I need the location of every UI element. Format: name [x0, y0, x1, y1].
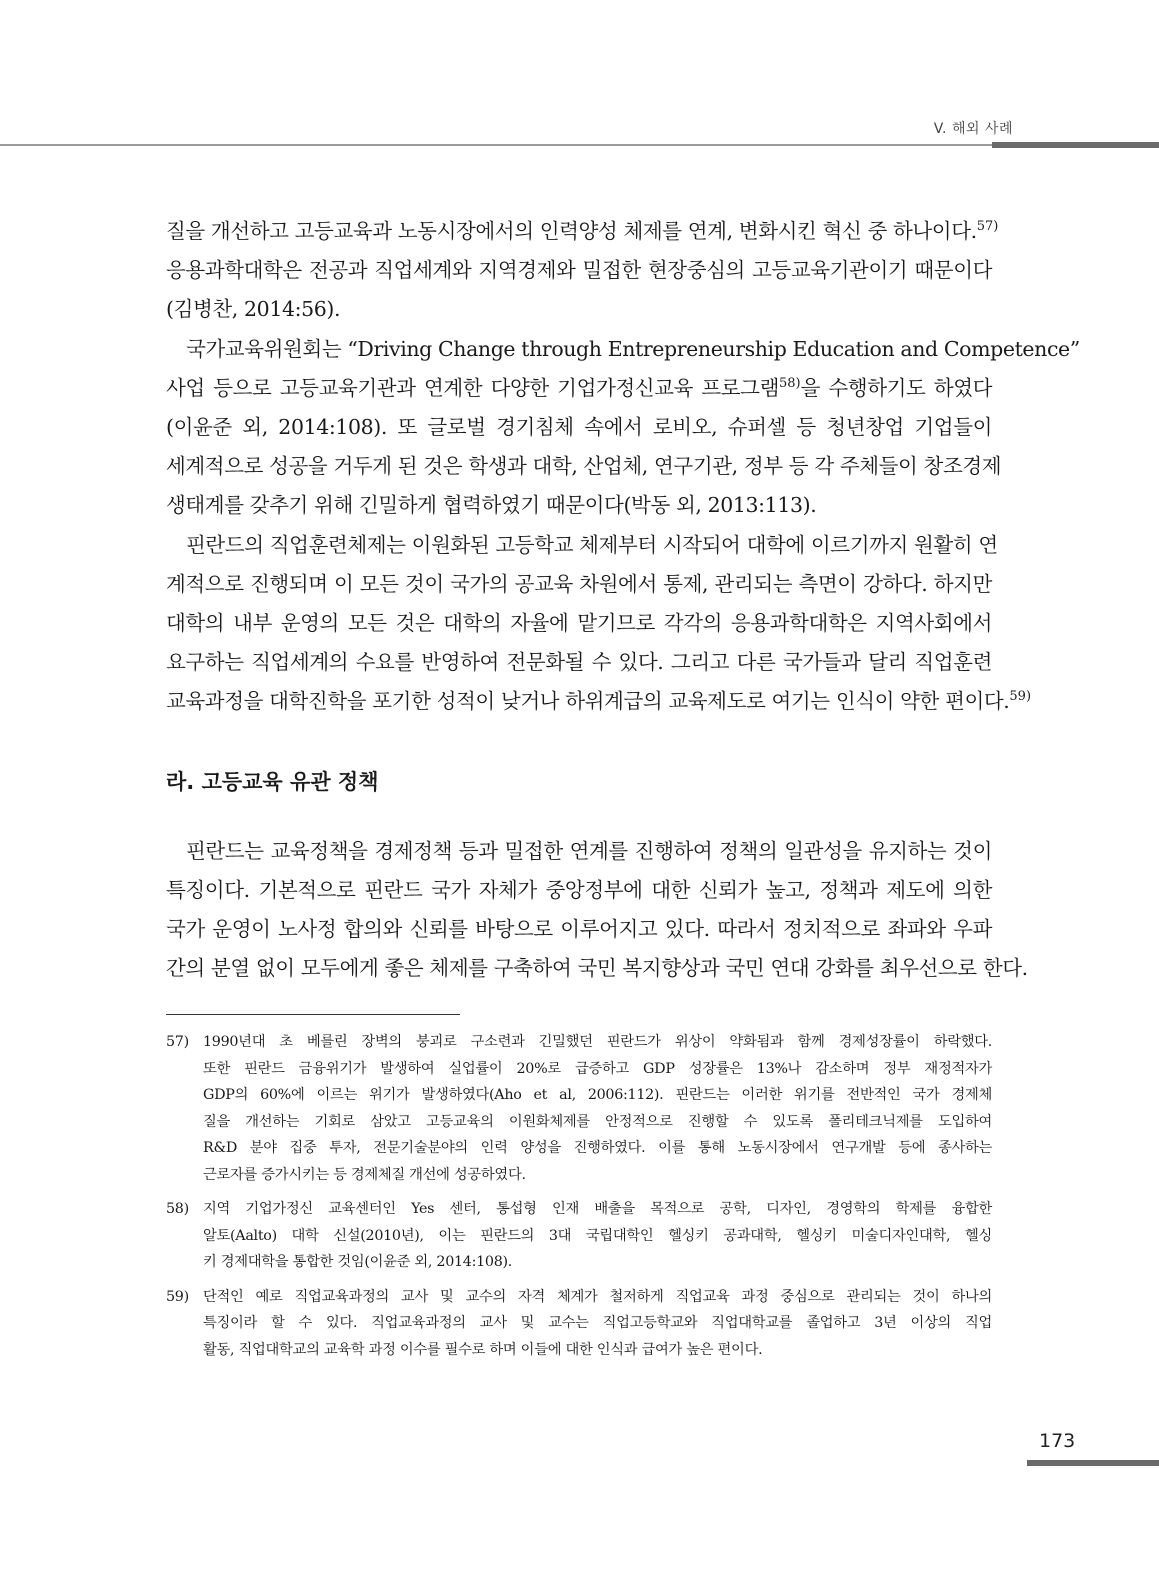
- paragraph-1: [166, 212, 999, 330]
- paragraph-2: [166, 330, 1080, 526]
- body-line: 응용과학대학은 전공과 직업세계와 지역경제와 밀접한 현장중심의 고등교육기관이기 때문이다: [166, 258, 992, 283]
- footnote-number: 58): [166, 1201, 189, 1218]
- page-number: 173: [1039, 1430, 1076, 1452]
- footnote-line: 질을 개선하는 기회로 삼았고 고등교육의 이원화체제를 안정적으로 진행할 수 있도록 폴리테크닉제를 도입하여: [203, 1113, 992, 1130]
- footnote-58: [166, 1196, 992, 1276]
- footnote-separator: [166, 1014, 460, 1015]
- footnote-line: 근로자를 증가시키는 등 경제체질 개선에 성공하였다.: [203, 1166, 526, 1183]
- body-line: 핀란드의 직업훈련체제는 이원화된 고등학교 체제부터 시작되어 대학에 이르기까지 원활히 연: [186, 532, 998, 557]
- paragraph-3: [166, 526, 1032, 722]
- footnote-line: 또한 핀란드 금융위기가 발생하여 실업률이 20%로 급증하고 GDP 성장률은 13%나 감소하며 정부 재정적자가: [203, 1060, 992, 1077]
- footnote-59: [166, 1284, 992, 1364]
- body-line: 계적으로 진행되며 이 모든 것이 국가의 공교육 차원에서 통제, 관리되는 측면이 강하다. 하지만: [166, 571, 992, 596]
- body-line: 요구하는 직업세계의 수요를 반영하여 전문화될 수 있다. 그리고 다른 국가들과 달리 직업훈련: [166, 650, 992, 675]
- body-line: 질을 개선하고 고등교육과 노동시장에서의 인력양성 체제를 연계, 변화시킨 혁신 중 하나이다.$^{57)}$: [166, 219, 999, 243]
- body-line: 국가교육위원회는 “Driving Change through Entrepreneurship Education and Competence”: [186, 336, 1080, 361]
- running-header: V. 해외 사례: [933, 121, 1013, 137]
- section-title: 라. 고등교육 유관 정책: [166, 769, 379, 794]
- footnote-ref-57[interactable]: 57): [976, 219, 999, 234]
- page-content: [166, 212, 1080, 1371]
- body-line: 세계적으로 성공을 거두게 된 것은 학생과 대학, 산업체, 연구기관, 정부 등 각 주체들이 창조경제: [166, 454, 1002, 479]
- body-line: (이윤준 외, 2014:108). 또 글로벌 경기침체 속에서 로비오, 슈퍼셀 등 청년창업 기업들이: [166, 415, 992, 440]
- footnote-line: 1990년대 초 베를린 장벽의 붕괴로 구소련과 긴밀했던 핀란드가 위상이 약화됨과 함께 경제성장률이 하락했다.: [203, 1034, 992, 1051]
- header-rule: [0, 144, 992, 146]
- body-line: (김병찬, 2014:56).: [166, 297, 341, 322]
- body-line: 대학의 내부 운영의 모든 것은 대학의 자율에 맡기므로 각각의 응용과학대학은 지역사회에서: [166, 611, 992, 636]
- footnote-line: GDP의 60%에 이르는 위기가 발생하였다(Aho et al, 2006:112). 핀란드는 이러한 위기를 전반적인 국가 경제체: [203, 1087, 992, 1104]
- header-rule-accent: [992, 142, 1159, 148]
- footnote-line: R&D 분야 집중 투자, 전문기술분야의 인력 양성을 진행하였다. 이를 통해 노동시장에서 연구개발 등에 종사하는: [203, 1140, 992, 1157]
- body-line: 생태계를 갖추기 위해 긴밀하게 협력하였기 때문이다(박동 외, 2013:113).: [166, 493, 817, 518]
- footnote-line: 특징이라 할 수 있다. 직업교육과정의 교사 및 교수는 직업고등학교와 직업대학교를 졸업하고 3년 이상의 직업: [203, 1315, 992, 1332]
- footnote-ref-58[interactable]: 58): [778, 375, 801, 391]
- body-line: 사업 등으로 고등교육기관과 연계한 다양한 기업가정신교육 프로그램$^{58)}$을 수행하기도 하였다: [166, 375, 992, 400]
- paragraph-4: [166, 832, 1028, 989]
- footnote-line: 지역 기업가정신 교육센터인 Yes 센터, 통섭형 인재 배출을 목적으로 공학, 디자인, 경영학의 학제를 융합한: [203, 1201, 992, 1218]
- footnote-line: 알토(Aalto) 대학 신설(2010년), 이는 핀란드의 3대 국립대학인 헬싱키 공과대학, 헬싱키 미술디자인대학, 헬싱: [203, 1227, 992, 1244]
- body-line: 핀란드는 교육정책을 경제정책 등과 밀접한 연계를 진행하여 정책의 일관성을 유지하는 것이: [186, 838, 992, 863]
- footnote-57: [166, 1029, 992, 1188]
- footnote-line: 활동, 직업대학교의 교육학 과정 이수를 필수로 하며 이들에 대한 인식과 급여가 높은 편이다.: [203, 1341, 763, 1358]
- body-line: 국가 운영이 노사정 합의와 신뢰를 바탕으로 이루어지고 있다. 따라서 정치적으로 좌파와 우파: [166, 917, 992, 942]
- footnote-number: 59): [166, 1288, 189, 1305]
- body-line: 특징이다. 기본적으로 핀란드 국가 자체가 중앙정부에 대한 신뢰가 높고, 정책과 제도에 의한: [166, 877, 992, 902]
- footnote-line: 키 경제대학을 통합한 것임(이윤준 외, 2014:108).: [203, 1254, 513, 1271]
- footnote-number: 57): [166, 1034, 189, 1051]
- footnote-ref-59[interactable]: 59): [1009, 689, 1032, 705]
- footnote-line: 단적인 예로 직업교육과정의 교사 및 교수의 자격 체계가 철저하게 직업교육 과정 중심으로 관리되는 것이 하나의: [203, 1288, 992, 1305]
- body-line: 간의 분열 없이 모두에게 좋은 체제를 구축하여 국민 복지향상과 국민 연대 강화를 최우선으로 한다.: [166, 956, 1028, 981]
- body-line: 교육과정을 대학진학을 포기한 성적이 낮거나 하위계급의 교육제도로 여기는 인식이 약한 편이다.$^{59)}$: [166, 689, 1032, 714]
- footer-rule: [1027, 1460, 1159, 1466]
